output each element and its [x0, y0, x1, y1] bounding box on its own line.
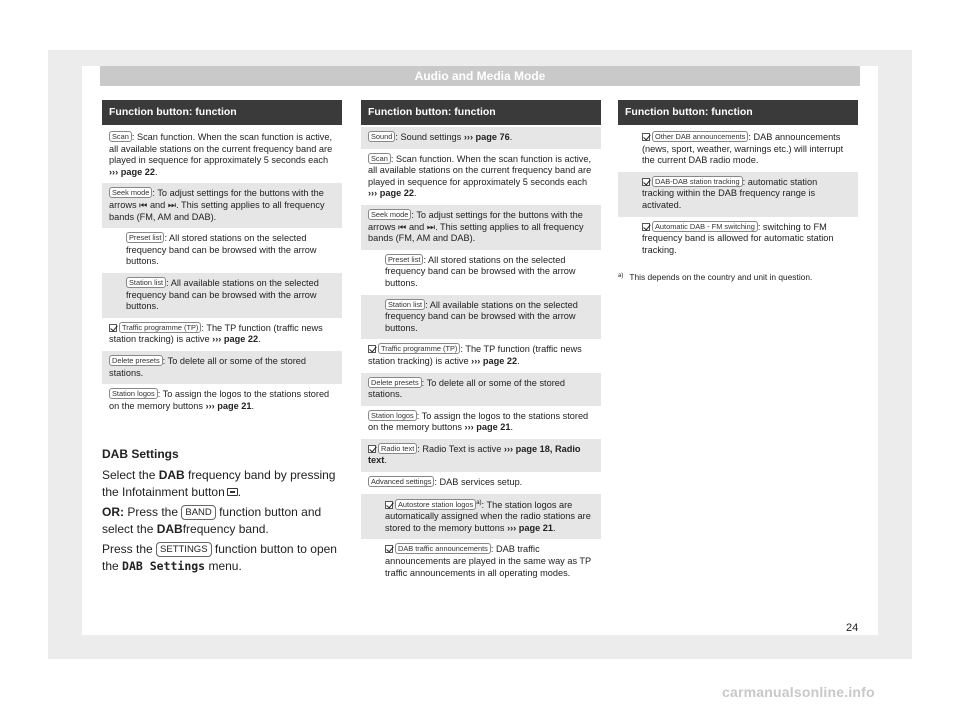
row-text: : DAB services setup. — [434, 477, 523, 488]
table-row — [361, 539, 601, 584]
row-text: : All stored stations on the selected frequency band can be browsed with the arrow buttons. — [126, 233, 317, 267]
table-row — [361, 250, 601, 295]
dab-settings-section — [102, 446, 342, 578]
row-text: : To delete all or some of the stored stations. — [368, 377, 565, 400]
watermark: carmanualsonline.info — [722, 684, 875, 700]
row-text: : All stored stations on the selected frequency band can be browsed with the arrow buttons. — [385, 254, 576, 288]
function-button[interactable]: Scan — [109, 131, 132, 142]
settings-button[interactable]: SETTINGS — [156, 542, 212, 557]
page-link[interactable]: ››› page 76 — [463, 132, 510, 142]
table-row — [361, 149, 601, 205]
text: frequency band by pressing the Infotainment button — [102, 467, 336, 499]
row-text: : To adjust settings for the buttons with the arrows ⏮ and ⏭. This setting applies to all frequency bands (FM, AM and DAB). — [368, 209, 584, 244]
table-row — [361, 472, 601, 494]
checkbox-icon — [642, 133, 650, 141]
table-row — [102, 273, 342, 318]
middle-function-table — [361, 100, 601, 584]
row-text: : Scan function. When the scan function is active, all available stations on the current frequency band are played in sequence for approximately 5 seconds each — [368, 153, 592, 187]
row-text: : All available stations on the selected frequency band can be browsed with the arrow buttons. — [126, 277, 319, 312]
row-text: : The TP function (traffic news station tracking) is active — [109, 322, 323, 345]
row-text: : DAB announcements (news, sport, weather, warnings etc.) will interrupt the current DAB radio mode. — [642, 132, 844, 166]
table-row — [361, 295, 601, 340]
function-button[interactable]: Delete presets — [109, 355, 163, 366]
footnote-marker: a) — [476, 499, 482, 506]
function-button[interactable]: Preset list — [126, 232, 164, 243]
table-row — [361, 373, 601, 406]
radio-icon — [227, 488, 238, 496]
function-button[interactable]: Traffic programme (TP) — [119, 322, 201, 333]
page-number: 24 — [846, 622, 859, 634]
function-button[interactable]: Other DAB announcements — [652, 131, 748, 142]
row-end: . — [510, 422, 514, 433]
text-bold: DAB — [158, 467, 185, 482]
function-button[interactable]: Autostore station logos — [395, 499, 476, 510]
table-row — [102, 351, 342, 384]
function-button[interactable]: Station logos — [109, 388, 158, 399]
row-text: : Scan function. When the scan function is active, all available stations on the current frequency band are played in sequence for approximately 5 seconds each — [109, 132, 333, 166]
section-title: DAB Settings — [102, 447, 179, 461]
table-row — [102, 183, 342, 228]
row-text: : To assign the logos to the stations stored on the memory buttons — [368, 410, 589, 433]
checkbox-icon — [385, 545, 393, 553]
checkbox-icon — [368, 445, 376, 453]
table-heading: Function button: function — [618, 100, 858, 125]
table-row — [361, 127, 601, 149]
row-text: : switching to FM frequency band is allowed for automatic station tracking. — [642, 221, 834, 255]
table-row — [102, 228, 342, 273]
text-bold: DAB — [156, 522, 183, 536]
row-text: : Radio Text is active — [417, 443, 504, 454]
table-heading: Function button: function — [361, 100, 601, 125]
function-button[interactable]: Automatic DAB - FM switching — [652, 221, 758, 232]
function-button[interactable]: DAB traffic announcements — [395, 543, 491, 554]
row-text: : Sound settings — [395, 132, 464, 142]
function-button[interactable]: Traffic programme (TP) — [378, 343, 460, 354]
function-button[interactable]: Station logos — [368, 410, 417, 421]
row-end: . — [553, 522, 556, 533]
function-button[interactable]: Advanced settings — [368, 476, 434, 487]
checkbox-icon — [642, 223, 650, 231]
footnote — [618, 261, 858, 283]
checkbox-icon — [368, 345, 376, 353]
row-end: . — [154, 166, 158, 177]
function-button[interactable]: Radio text — [378, 443, 417, 454]
row-end: . — [509, 132, 513, 142]
text: frequency band. — [182, 522, 269, 536]
section-header: Audio and Media Mode — [100, 66, 860, 86]
page-link[interactable]: ››› page 18, Radio text — [368, 443, 581, 466]
function-button[interactable]: Scan — [368, 153, 391, 164]
table-row — [102, 318, 342, 351]
table-row — [102, 127, 342, 183]
paragraph — [102, 541, 342, 576]
table-row — [618, 217, 858, 262]
paragraph: Select the DAB frequency band by pressing the Infotainment button . — [102, 467, 336, 499]
menu-name: DAB Settings — [122, 559, 206, 573]
page-link[interactable]: ››› page 21 — [205, 400, 252, 411]
page-link[interactable]: ››› page 22 — [212, 334, 259, 345]
text: menu. — [205, 559, 242, 573]
row-end: . — [258, 334, 261, 345]
page-link[interactable]: ››› page 22 — [368, 188, 414, 199]
function-button[interactable]: Delete presets — [368, 377, 422, 388]
table-row — [361, 494, 601, 540]
text: function button and select the — [102, 504, 322, 536]
page-link[interactable]: ››› page 22 — [109, 166, 155, 177]
table-row — [618, 172, 858, 217]
table-row — [618, 127, 858, 172]
checkbox-icon — [385, 501, 393, 509]
function-button[interactable]: Seek mode — [368, 209, 411, 220]
paragraph — [102, 504, 342, 539]
right-function-table — [618, 100, 858, 283]
row-text: : To assign the logos to the stations stored on the memory buttons — [109, 389, 330, 411]
footnote-marker: a) — [618, 273, 624, 280]
page-link[interactable]: ››› page 21 — [507, 522, 554, 533]
row-text: : To delete all or some of the stored stations. — [109, 355, 306, 378]
table-row — [361, 205, 601, 250]
row-end: . — [384, 455, 387, 466]
text-bold: OR: — [102, 504, 124, 519]
table-row — [361, 339, 601, 372]
footnote-text: This depends on the country and unit in question. — [629, 272, 813, 283]
row-end: . — [517, 355, 520, 366]
page-link[interactable]: ››› page 22 — [471, 355, 518, 366]
table-row — [361, 406, 601, 439]
row-text: : DAB traffic announcements are played in the same way as TP traffic announcements in all operating modes. — [385, 544, 591, 578]
row-end: . — [413, 188, 417, 199]
function-button[interactable]: Station list — [126, 277, 166, 288]
text: function button to open the — [102, 541, 337, 573]
row-end: . — [251, 400, 255, 411]
function-button[interactable]: Seek mode — [109, 187, 152, 198]
row-text: : automatic station tracking within the DAB frequency range is activated. — [642, 176, 818, 210]
checkbox-icon — [642, 178, 650, 186]
function-button[interactable]: Preset list — [385, 254, 423, 265]
function-button[interactable]: Station list — [385, 299, 425, 310]
table-heading: Function button: function — [102, 100, 342, 125]
text: Press the — [124, 504, 182, 519]
row-text: : The station logos are automatically assigned when the radio stations are stored to the memory buttons — [385, 499, 591, 533]
function-button[interactable]: DAB-DAB station tracking — [652, 176, 743, 187]
page-link[interactable]: ››› page 21 — [464, 422, 511, 433]
text: Press the — [102, 541, 157, 556]
checkbox-icon — [109, 324, 117, 332]
row-text: : All available stations on the selected frequency band can be browsed with the arrow buttons. — [385, 299, 578, 333]
table-row — [361, 439, 601, 472]
row-text: : The TP function (traffic news station tracking) is active — [368, 344, 582, 366]
table-row — [102, 384, 342, 417]
band-button[interactable]: BAND — [181, 505, 215, 520]
function-button[interactable]: Sound — [368, 131, 395, 142]
text: Select the — [102, 467, 159, 482]
left-function-table — [102, 100, 342, 417]
row-text: : To adjust settings for the buttons with the arrows ⏮ and ⏭. This setting applies to all frequency bands (FM, AM and DAB). — [109, 188, 325, 222]
